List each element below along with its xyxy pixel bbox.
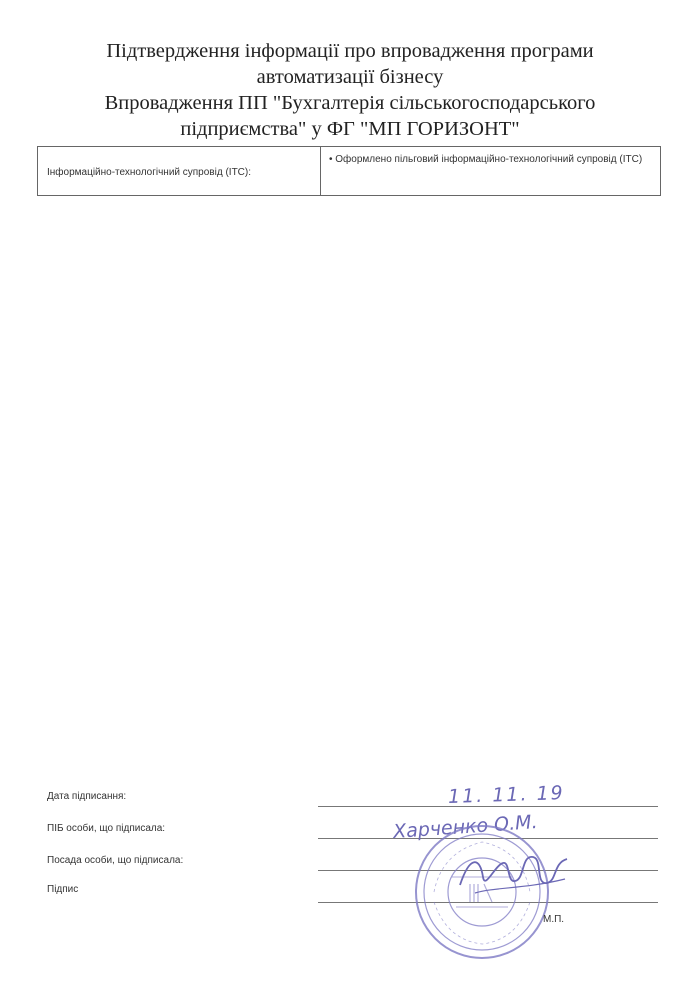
info-table-value: • Оформлено пільговий інформаційно-технологічний супровід (ІТС) <box>329 154 643 165</box>
info-table <box>37 146 661 196</box>
info-table-label: Інформаційно-технологічний супровід (ІТС): <box>38 147 321 195</box>
name-label: ПІБ особи, що підписала: <box>47 823 166 834</box>
document-title <box>40 38 660 142</box>
title-line-4: підприємства" у ФГ "МП ГОРИЗОНТ" <box>180 118 520 140</box>
stamp-label: М.П. <box>543 914 565 925</box>
name-value: Харченко О.М. <box>392 810 539 844</box>
title-line-1: Підтвердження інформації про впровадження програми <box>106 40 594 62</box>
signature-label: Підпис <box>47 884 79 895</box>
date-label: Дата підписання: <box>47 791 127 802</box>
signature-scribble <box>455 845 575 905</box>
position-label: Посада особи, що підписала: <box>47 855 184 866</box>
title-line-2: автоматизації бізнесу <box>256 66 444 88</box>
title-line-3: Впровадження ПП "Бухгалтерія сільськогосподарського <box>104 92 596 114</box>
date-value: 11. 11. 19 <box>447 781 566 809</box>
